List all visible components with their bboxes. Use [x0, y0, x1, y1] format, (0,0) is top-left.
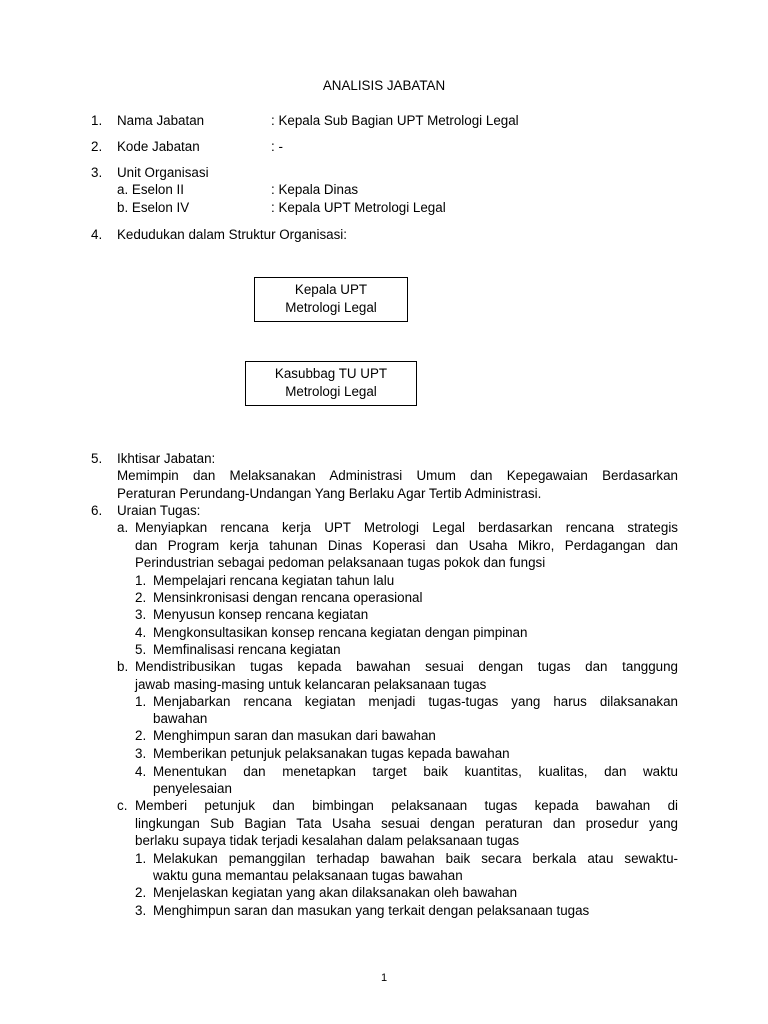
task-c-item-num: 1.: [135, 851, 147, 866]
ikhtisar-text-line1: Memimpin dan Melaksanakan Administrasi Umum dan Kepegawaian Berdasarkan: [117, 468, 678, 483]
task-c-letter: c.: [117, 798, 128, 813]
task-b-item-text: Menentukan dan menetapkan target baik kuantitas, kualitas, dan waktu: [153, 764, 678, 779]
item-number-5: 5.: [91, 451, 103, 466]
eselon-ii-value: : Kepala Dinas: [271, 182, 359, 197]
ikhtisar-text-line2: Peraturan Perundang-Undangan Yang Berlaku Agar Tertib Administrasi.: [117, 486, 542, 501]
kode-jabatan-value: : -: [271, 139, 283, 154]
task-c-line1: Memberi petunjuk dan bimbingan pelaksanaan tugas kepada bawahan di: [135, 798, 678, 813]
task-c-item-text: Melakukan pemanggilan terhadap bawahan baik secara berkala atau sewaktu-: [153, 851, 678, 866]
task-a-line2: dan Program kerja tahunan Dinas Koperasi dan Usaha Mikro, Perdagangan dan: [135, 538, 678, 553]
task-b-item-num: 4.: [135, 764, 147, 779]
task-b-item-text: Memberikan petunjuk pelaksanakan tugas kepada bawahan: [153, 746, 510, 761]
unit-organisasi-label: Unit Organisasi: [117, 165, 209, 180]
task-b-item-num: 2.: [135, 728, 147, 743]
item-number-3: 3.: [91, 165, 103, 180]
task-b-letter: b.: [117, 659, 129, 674]
org-box-kepala-upt-line2: Metrologi Legal: [285, 300, 377, 315]
org-box-kepala-upt: [254, 277, 408, 322]
task-c-item-text: Menghimpun saran dan masukan yang terkait dengan pelaksanaan tugas: [153, 903, 590, 918]
eselon-iv-value: : Kepala UPT Metrologi Legal: [271, 200, 446, 215]
task-c-line3: berlaku supaya tidak terjadi kesalahan dalam pelaksanaan tugas: [135, 833, 520, 848]
task-a-item-num: 1.: [135, 573, 147, 588]
task-c-item-num: 2.: [135, 885, 147, 900]
task-a-letter: a.: [117, 520, 129, 535]
task-a-item-text: Memfinalisasi rencana kegiatan: [153, 642, 341, 657]
nama-jabatan-value: : Kepala Sub Bagian UPT Metrologi Legal: [271, 113, 519, 128]
task-a-item-text: Mengkonsultasikan konsep rencana kegiatan dengan pimpinan: [153, 625, 528, 640]
task-b-item-text: Menjabarkan rencana kegiatan menjadi tugas-tugas yang harus dilaksanakan: [153, 694, 678, 709]
nama-jabatan-label: Nama Jabatan: [117, 113, 205, 128]
task-a-item-num: 2.: [135, 590, 147, 605]
org-box-kasubbag-tu: [245, 361, 417, 406]
task-a-line3: Perindustrian sebagai pedoman pelaksanaan tugas pokok dan fungsi: [135, 555, 546, 570]
task-b-item-cont: bawahan: [153, 711, 208, 726]
eselon-iv-label: b. Eselon IV: [117, 200, 190, 215]
task-c-item-text: Menjelaskan kegiatan yang akan dilaksanakan oleh bawahan: [153, 885, 518, 900]
task-b-item-cont: penyelesaian: [153, 781, 232, 796]
task-a-item-text: Menyusun konsep rencana kegiatan: [153, 607, 369, 622]
eselon-ii-label: a. Eselon II: [117, 182, 184, 197]
task-b-line2: jawab masing-masing untuk kelancaran pelaksanaan tugas: [135, 677, 487, 692]
uraian-label: Uraian Tugas:: [117, 503, 201, 518]
page-title: ANALISIS JABATAN: [322, 78, 446, 93]
org-box-kasubbag-tu-line2: Metrologi Legal: [285, 384, 377, 399]
task-c-line2: lingkungan Sub Bagian Tata Usaha sesuai dengan peraturan dan prosedur yang: [135, 816, 678, 831]
kedudukan-label: Kedudukan dalam Struktur Organisasi:: [117, 227, 347, 242]
task-b-line1: Mendistribusikan tugas kepada bawahan sesuai dengan tugas dan tanggung: [135, 659, 678, 674]
item-number-2: 2.: [91, 139, 103, 154]
page-number: 1: [380, 972, 388, 984]
task-a-item-num: 3.: [135, 607, 147, 622]
task-a-item-num: 5.: [135, 642, 147, 657]
item-number-6: 6.: [91, 503, 103, 518]
task-c-item-cont: waktu guna memantau pelaksanaan tugas bawahan: [153, 868, 463, 883]
task-c-item-num: 3.: [135, 903, 147, 918]
task-a-item-num: 4.: [135, 625, 147, 640]
item-number-1: 1.: [91, 113, 103, 128]
task-b-item-num: 1.: [135, 694, 147, 709]
item-number-4: 4.: [91, 227, 103, 242]
task-a-item-text: Mensinkronisasi dengan rencana operasional: [153, 590, 423, 605]
org-box-kasubbag-tu-line1: Kasubbag TU UPT: [274, 366, 388, 381]
task-a-item-text: Mempelajari rencana kegiatan tahun lalu: [153, 573, 395, 588]
task-b-item-num: 3.: [135, 746, 147, 761]
task-a-line1: Menyiapkan rencana kerja UPT Metrologi Legal berdasarkan rencana strategis: [135, 520, 678, 535]
ikhtisar-label: Ikhtisar Jabatan:: [117, 451, 216, 466]
task-b-item-text: Menghimpun saran dan masukan dari bawahan: [153, 728, 436, 743]
kode-jabatan-label: Kode Jabatan: [117, 139, 200, 154]
org-box-kepala-upt-line1: Kepala UPT: [294, 282, 368, 297]
